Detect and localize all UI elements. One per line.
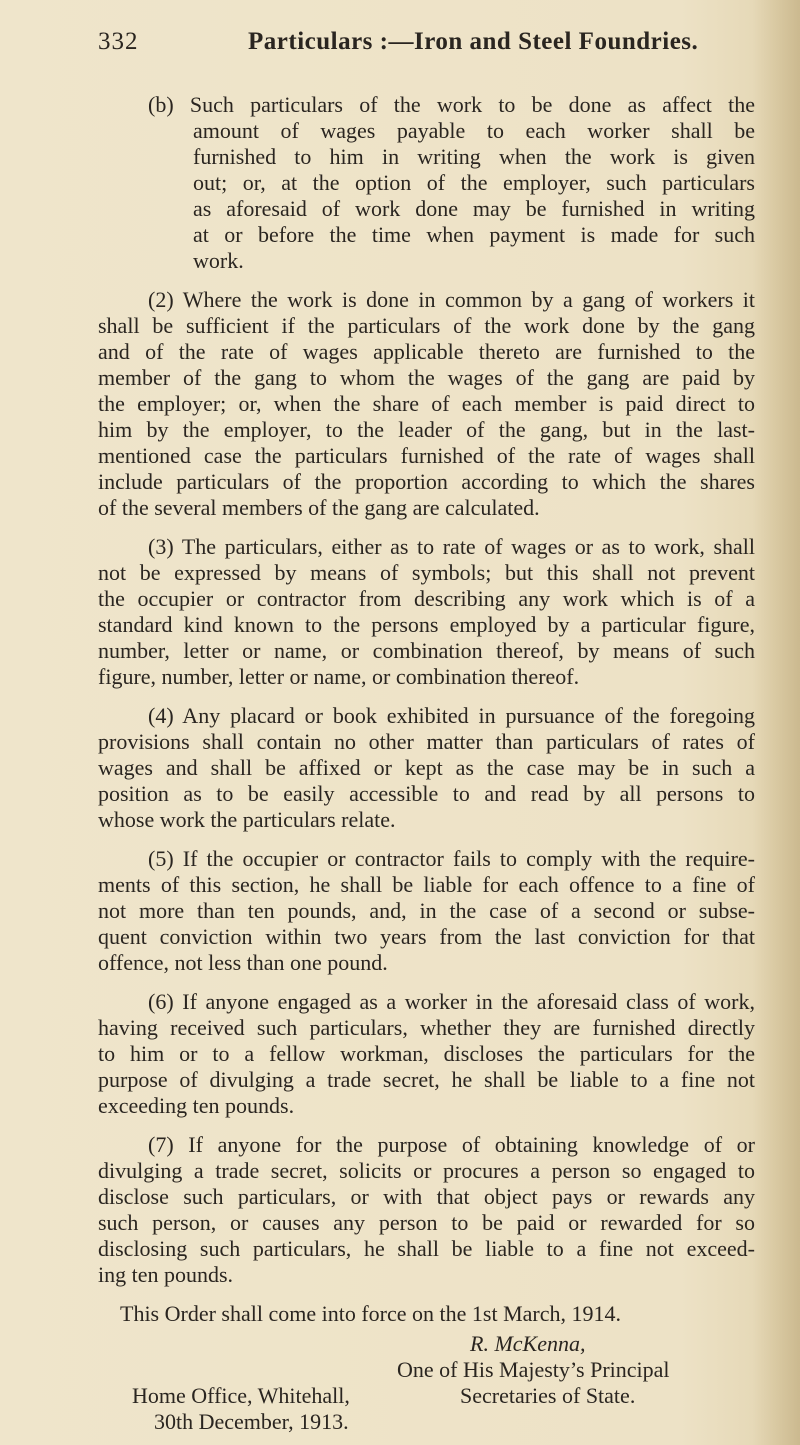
text-line: standard kind known to the persons employed by a particular figure, <box>98 612 755 637</box>
text-line: mentioned case the particulars furnished of the rate of wages shall <box>98 443 755 468</box>
text-line: ing ten pounds. <box>98 1262 234 1287</box>
text-line: purpose of divulging a trade secret, he shall be liable to a fine not <box>98 1067 755 1092</box>
paragraph-order <box>98 1301 755 1327</box>
text-line: (b) Such particulars of the work to be done as affect the <box>148 92 755 117</box>
page-number: 332 <box>98 28 139 55</box>
text-line: him by the employer, to the leader of the gang, but in the last- <box>98 417 755 442</box>
issuing-office: Home Office, Whitehall, <box>132 1383 350 1408</box>
text-line: having received such particulars, whether they are furnished directly <box>98 1015 755 1040</box>
paragraph-5 <box>98 846 755 976</box>
paragraph-6 <box>98 989 755 1119</box>
signature-row-4 <box>98 1409 755 1435</box>
text-line: and of the rate of wages applicable thereto are furnished to the <box>98 339 755 364</box>
signatory-name: R. McKenna, <box>470 1331 586 1356</box>
text-line: include particulars of the proportion according to which the shares <box>98 469 755 494</box>
signature-row-1 <box>98 1331 755 1357</box>
text-line: work. <box>193 248 244 273</box>
text-line: to him or to a fellow workman, discloses the particulars for the <box>98 1041 755 1066</box>
text-line: disclose such particulars, or with that object pays or rewards any <box>98 1184 755 1209</box>
paragraphs <box>98 92 755 1327</box>
text-line: (3) The particulars, either as to rate of wages or as to work, shall <box>148 534 755 559</box>
body-text <box>98 92 755 1435</box>
page-header <box>98 28 758 62</box>
text-line: furnished to him in writing when the work is given <box>193 144 755 169</box>
paragraph-2 <box>98 287 755 521</box>
text-line: exceeding ten pounds. <box>98 1093 295 1118</box>
text-line: ments of this section, he shall be liable for each offence to a fine of <box>98 872 755 897</box>
text-line: number, letter or name, or combination thereof, by means of such <box>98 638 755 663</box>
text-line: offence, not less than one pound. <box>98 950 388 975</box>
text-line: This Order shall come into force on the 1st March, 1914. <box>120 1301 621 1326</box>
text-line: not be expressed by means of symbols; but this shall not prevent <box>98 560 755 585</box>
paragraph-4 <box>98 703 755 833</box>
text-line: whose work the particulars relate. <box>98 807 396 832</box>
text-line: the employer; or, when the share of each member is paid direct to <box>98 391 755 416</box>
text-line: shall be sufficient if the particulars of the work done by the gang <box>98 313 755 338</box>
text-line: not more than ten pounds, and, in the case of a second or subse- <box>98 898 755 923</box>
text-line: (5) If the occupier or contractor fails to comply with the require- <box>148 846 755 871</box>
text-line: provisions shall contain no other matter than particulars of rates of <box>98 729 755 754</box>
signature-row-3 <box>98 1383 755 1409</box>
text-line: wages and shall be affixed or kept as the case may be in such a <box>98 755 755 780</box>
running-head: Particulars :—Iron and Steel Foundries. <box>248 28 699 55</box>
text-line: such person, or causes any person to be paid or rewarded for so <box>98 1210 755 1235</box>
paragraph-7 <box>98 1132 755 1288</box>
paragraph-3 <box>98 534 755 690</box>
text-line: position as to be easily accessible to and read by all persons to <box>98 781 755 806</box>
signature-row-2 <box>98 1357 755 1383</box>
text-line: at or before the time when payment is made for such <box>193 222 755 247</box>
text-line: as aforesaid of work done may be furnished in writing <box>193 196 755 221</box>
issue-date: 30th December, 1913. <box>154 1409 349 1434</box>
text-line: amount of wages payable to each worker shall be <box>193 118 755 143</box>
text-line: quent conviction within two years from the last conviction for that <box>98 924 755 949</box>
text-line: divulging a trade secret, solicits or procures a person so engaged to <box>98 1158 755 1183</box>
text-line: of the several members of the gang are calculated. <box>98 495 540 520</box>
text-line: figure, number, letter or name, or combination thereof. <box>98 664 580 689</box>
signatory-title: One of His Majesty’s Principal <box>397 1357 670 1382</box>
text-line: (7) If anyone for the purpose of obtaining knowledge of or <box>148 1132 755 1157</box>
text-line: out; or, at the option of the employer, such particulars <box>193 170 755 195</box>
signatory-title-2: Secretaries of State. <box>460 1383 636 1408</box>
text-line: disclosing such particulars, he shall be liable to a fine not exceed- <box>98 1236 755 1261</box>
text-line: member of the gang to whom the wages of the gang are paid by <box>98 365 755 390</box>
text-line: (4) Any placard or book exhibited in pursuance of the foregoing <box>148 703 755 728</box>
text-line: (6) If anyone engaged as a worker in the aforesaid class of work, <box>148 989 755 1014</box>
paragraph-b <box>98 92 755 274</box>
text-line: (2) Where the work is done in common by a gang of workers it <box>148 287 755 312</box>
text-line: the occupier or contractor from describing any work which is of a <box>98 586 755 611</box>
